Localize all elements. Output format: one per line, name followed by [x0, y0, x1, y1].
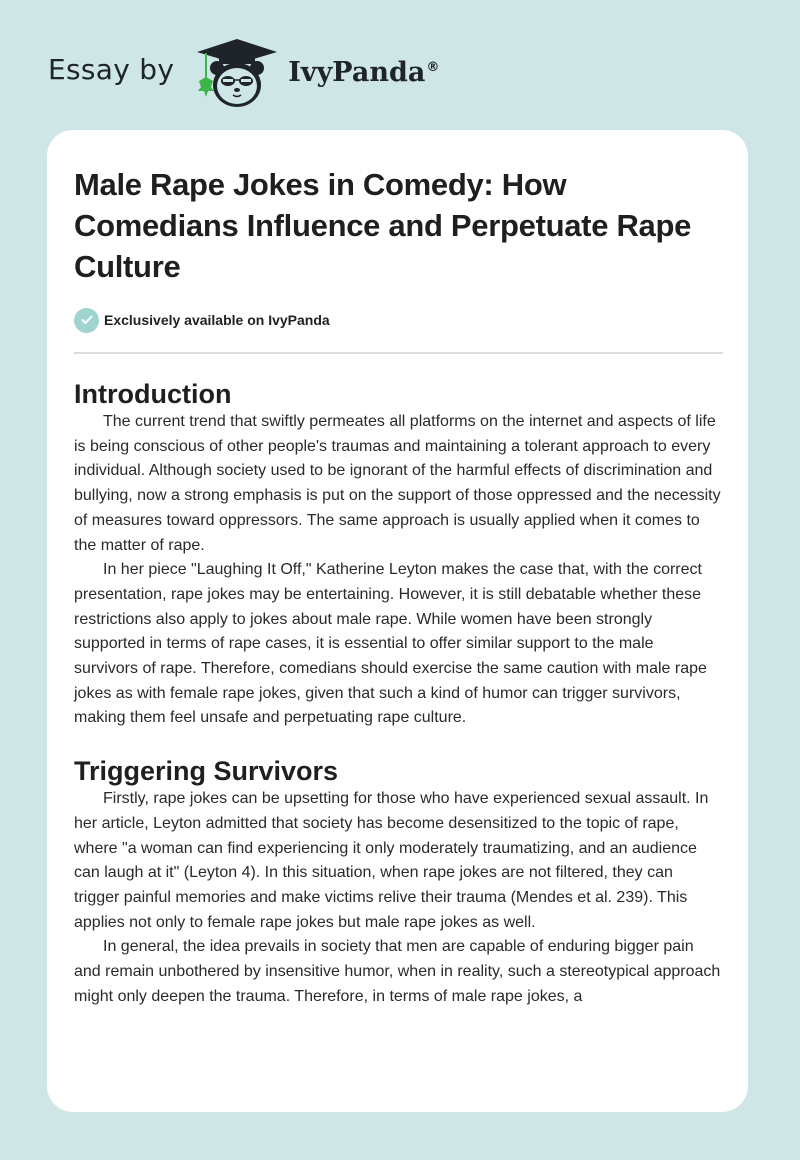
divider	[74, 352, 723, 354]
registered-mark: ®	[426, 59, 440, 75]
exclusive-badge	[74, 307, 721, 333]
exclusive-text: Exclusively available on IvyPanda	[104, 312, 330, 328]
section-heading-triggering-survivors: Triggering Survivors	[74, 756, 339, 787]
essay-card	[47, 130, 748, 1112]
essay-title: Male Rape Jokes in Comedy: How Comedians Influence and Perpetuate Rape Culture	[74, 167, 692, 284]
panda-graduation-cap-icon	[192, 31, 282, 111]
paragraph: In her piece "Laughing It Off," Katherine Leyton makes the case that, with the correct presentation, rape jokes may be entertaining. However, it is still debatable whether these restrictions also apply to jokes about male rape. While women have been strongly supported in terms of rape cases, it is essential to offer similar support to the male survivors of rape. Therefore, comedians should exercise the same caution with male rape jokes as with female rape jokes, given that such a kind of humor can trigger survivors, making them feel unsafe and perpetuating rape culture.	[74, 561, 707, 727]
paragraph: In general, the idea prevails in society that men are capable of enduring bigger pain and remain unbothered by insensitive humor, when in reality, such a stereotypical approach might only deepen the trauma. Therefore, in terms of male rape jokes, a	[74, 938, 721, 1005]
brand-prefix: Essay by	[48, 52, 175, 86]
section-heading-introduction: Introduction	[74, 379, 232, 409]
paragraph: The current trend that swiftly permeates all platforms on the internet and aspects of life is being conscious of other people's traumas and maintaining a tolerant approach to every individual. Although society used to be ignorant of the harmful effects of discrimination and bullying, now a strong emphasis is put on the support of those oppressed and the necessity of measures toward oppressors. The same approach is usually applied when it comes to the matter of rape.	[74, 413, 721, 554]
check-circle-icon	[74, 308, 99, 333]
site-header-brand[interactable]	[48, 30, 439, 112]
brand-name: IvyPanda®	[288, 56, 440, 88]
paragraph: Firstly, rape jokes can be upsetting for those who have experienced sexual assault. In her article, Leyton admitted that society has become desensitized to the topic of rape, where "a woman can find experiencing it only moderately traumatizing, and an audience can laugh at it" (Leyton 4). In this situation, when rape jokes are not filtered, they can trigger painful memories and make victims relive their trauma (Mendes et al. 239). This applies not only to female rape jokes but male rape jokes as well.	[74, 790, 709, 931]
